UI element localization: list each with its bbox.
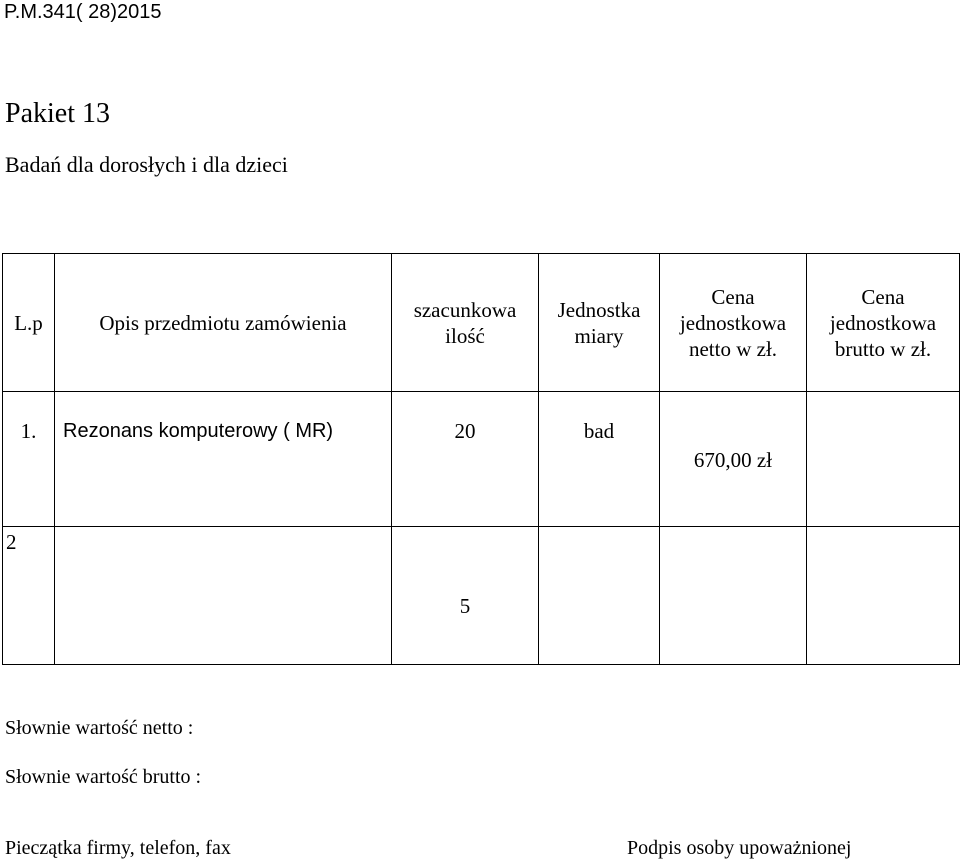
row-description <box>55 527 392 665</box>
header-quantity: szacunkowa ilość <box>392 254 539 392</box>
header-lp: L.p <box>3 254 55 392</box>
row-net-price <box>660 527 807 665</box>
table-row <box>3 527 960 665</box>
row-net-price: 670,00 zł <box>660 392 807 527</box>
header-net-price: Cena jednostkowa netto w zł. <box>660 254 807 392</box>
row-unit: bad <box>539 392 660 527</box>
header-description: Opis przedmiotu zamówienia <box>55 254 392 392</box>
row-unit <box>539 527 660 665</box>
header-gross-price: Cena jednostkowa brutto w zł. <box>807 254 960 392</box>
company-stamp-label: Pieczątka firmy, telefon, fax <box>5 837 231 859</box>
row-lp: 1. <box>3 392 55 527</box>
table-header-row <box>3 254 960 392</box>
signature-label: Podpis osoby upoważnionej <box>627 837 852 859</box>
row-gross-price <box>807 527 960 665</box>
header-unit: Jednostka miary <box>539 254 660 392</box>
row-lp: 2 <box>3 527 55 665</box>
package-subtitle: Badań dla dorosłych i dla dzieci <box>5 152 288 177</box>
document-reference: P.M.341( 28)2015 <box>4 1 162 23</box>
row-quantity: 20 <box>392 392 539 527</box>
words-gross-value: Słownie wartość brutto : <box>5 766 202 788</box>
row-gross-price <box>807 392 960 527</box>
package-title: Pakiet 13 <box>5 98 110 129</box>
words-net-value: Słownie wartość netto : <box>5 717 194 739</box>
row-description: Rezonans komputerowy ( MR) <box>55 392 392 527</box>
pricing-table <box>2 253 960 665</box>
table-row <box>3 392 960 527</box>
row-quantity: 5 <box>392 527 539 665</box>
